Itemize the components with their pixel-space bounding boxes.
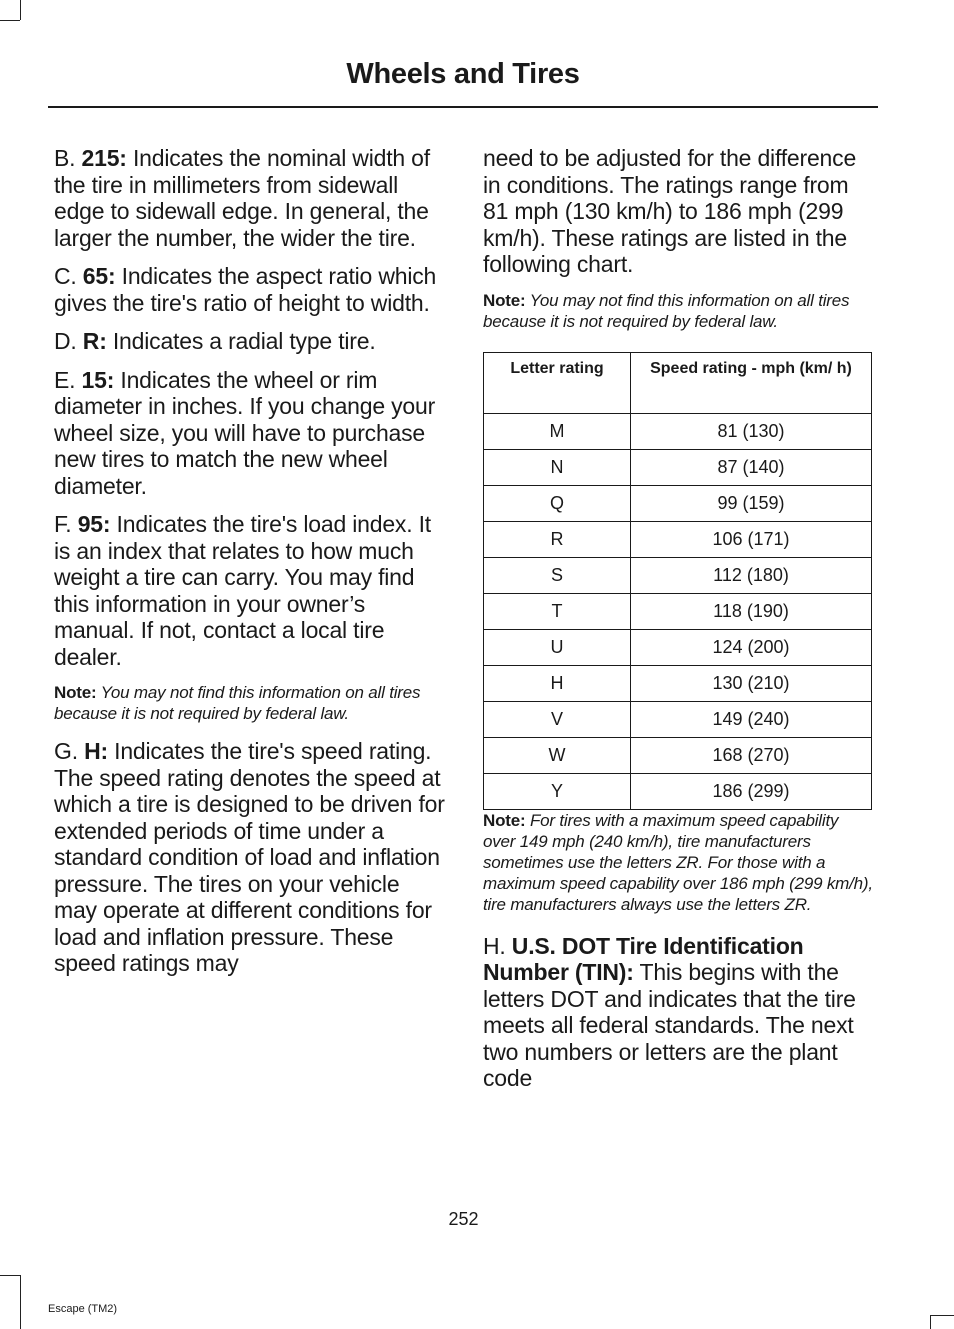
table-header-row bbox=[484, 352, 872, 413]
speed-cell: 149 (240) bbox=[631, 701, 872, 737]
table-row bbox=[484, 557, 872, 593]
letter-cell: R bbox=[484, 521, 631, 557]
letter-cell: N bbox=[484, 449, 631, 485]
item-d: D. R: Indicates a radial type tire. bbox=[54, 328, 376, 354]
speed-cell: 124 (200) bbox=[631, 629, 872, 665]
speed-cell: 112 (180) bbox=[631, 557, 872, 593]
letter-cell: S bbox=[484, 557, 631, 593]
speed-cell: 81 (130) bbox=[631, 413, 872, 449]
item-f: F. 95: Indicates the tire's load index. It is an index that relates to how much weight a tire can carry. You may find this information in your owner’s manual. If not, contact a local tire dealer. bbox=[54, 511, 431, 670]
table-row bbox=[484, 629, 872, 665]
table-row bbox=[484, 737, 872, 773]
page-number: 252 bbox=[448, 1209, 479, 1229]
table-row bbox=[484, 485, 872, 521]
table-row bbox=[484, 665, 872, 701]
letter-cell: U bbox=[484, 629, 631, 665]
item-g: G. H: Indicates the tire's speed rating. The speed rating denotes the speed at which a tire is designed to be driven for extended periods of time under a standard condition of load and inflation pressure. The tires on your vehicle may operate at different conditions for load and inflation pressure. These speed ratings may bbox=[54, 738, 445, 976]
page-title: Wheels and Tires bbox=[346, 58, 580, 90]
speed-intro: need to be adjusted for the difference in conditions. The ratings range from 81 mph (130 km/h) to 186 mph (299 km/h). These ratings are listed in the following chart. bbox=[483, 145, 857, 277]
speed-cell: 106 (171) bbox=[631, 521, 872, 557]
letter-cell: V bbox=[484, 701, 631, 737]
note-federal-left: Note: You may not find this information on all tires because it is not required by federal law. bbox=[54, 683, 421, 723]
speed-cell: 87 (140) bbox=[631, 449, 872, 485]
speed-cell: 99 (159) bbox=[631, 485, 872, 521]
col-header-speed: Speed rating - mph (km/ h) bbox=[631, 352, 872, 413]
speed-cell: 168 (270) bbox=[631, 737, 872, 773]
table-row bbox=[484, 521, 872, 557]
note-federal-right: Note: You may not find this information on all tires because it is not required by federal law. bbox=[483, 290, 850, 331]
right-column bbox=[483, 145, 875, 1104]
table-row bbox=[484, 449, 872, 485]
table-row bbox=[484, 413, 872, 449]
crop-mark bbox=[930, 1315, 954, 1316]
letter-cell: M bbox=[484, 413, 631, 449]
speed-rating-table bbox=[483, 352, 872, 810]
crop-mark bbox=[930, 1315, 931, 1329]
letter-cell: Y bbox=[484, 773, 631, 809]
footer-model: Escape (TM2) bbox=[48, 1303, 118, 1315]
item-h: H. U.S. DOT Tire Identification Number (TIN): This begins with the letters DOT and indicates that the tire meets all federal standards. The next two numbers or letters are the plant code bbox=[483, 932, 856, 1091]
letter-cell: Q bbox=[484, 485, 631, 521]
crop-mark bbox=[0, 1275, 20, 1276]
letter-cell: W bbox=[484, 737, 631, 773]
table-row bbox=[484, 593, 872, 629]
item-e: E. 15: Indicates the wheel or rim diameter in inches. If you change your wheel size, you will have to purchase new tires to match the new wheel diameter. bbox=[54, 366, 436, 499]
speed-cell: 186 (299) bbox=[631, 773, 872, 809]
crop-mark bbox=[20, 1275, 21, 1329]
title-divider bbox=[48, 106, 878, 108]
table-row bbox=[484, 701, 872, 737]
crop-mark bbox=[20, 0, 21, 20]
letter-cell: T bbox=[484, 593, 631, 629]
letter-cell: H bbox=[484, 665, 631, 701]
crop-mark bbox=[0, 20, 20, 21]
item-c: C. 65: Indicates the aspect ratio which gives the tire's ratio of height to width. bbox=[54, 263, 437, 316]
left-column bbox=[54, 145, 446, 989]
speed-cell: 130 (210) bbox=[631, 665, 872, 701]
table-row bbox=[484, 773, 872, 809]
col-header-letter: Letter rating bbox=[484, 352, 631, 413]
speed-cell: 118 (190) bbox=[631, 593, 872, 629]
item-b: B. 215: Indicates the nominal width of the tire in millimeters from sidewall edge to sidewall edge. In general, the larger the number, the wider the tire. bbox=[54, 145, 430, 251]
note-zr-rating: Note: For tires with a maximum speed capability over 149 mph (240 km/h), tire manufacturers sometimes use the letters ZR. For those with a maximum speed capability over 186 mph (299 km/h), tire manufacturers always use the letters ZR. bbox=[483, 810, 873, 914]
